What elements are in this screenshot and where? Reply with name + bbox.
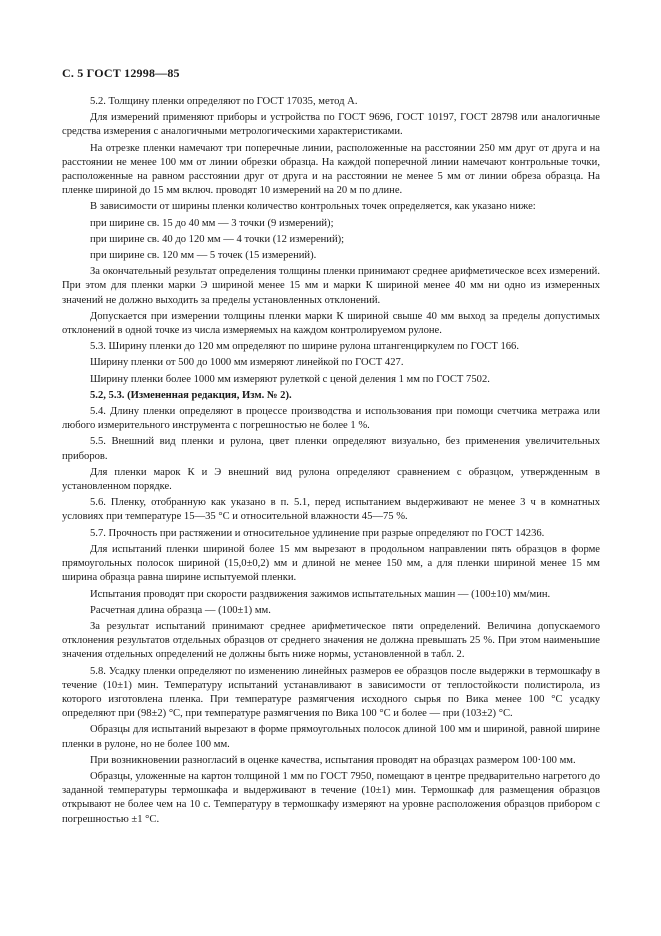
paragraph: 5.5. Внешний вид пленки и рулона, цвет пленки определяют визуально, без применения увеличительных приборов. [62,436,600,462]
paragraph: Для испытаний пленки шириной более 15 мм вырезают в продольном направлении пять образцов в форме прямоугольных полосок шириной (15,0±0,2) мм и длиной не менее 150 мм, а для пленки шириной менее 15 мм ширина образца равна ширине испытуемой пленки. [62,543,600,584]
paragraph: Ширину пленки от 500 до 1000 мм измеряют линейкой по ГОСТ 427. [90,357,404,369]
paragraph: Образцы, уложенные на картон толщиной 1 мм по ГОСТ 7950, помещают в центре предварительно нагретого до заданной температуры термошкафа и выдерживают в течение (10±1) мин. Термошкаф для размещения образцов открывают не более чем на 10 с. Температуру в термошкафу измеряют на уровне расположения образцов прибором с погрешностью ±1 °С. [62,770,600,825]
paragraph: 5.2. Толщину пленки определяют по ГОСТ 17035, метод А. [90,96,358,107]
paragraph: Для измерений применяют приборы и устройства по ГОСТ 9696, ГОСТ 10197, ГОСТ 28798 или аналогичные средства измерения с аналогичными метрологическими характеристиками. [62,112,600,138]
list-item: при ширине св. 120 мм — 5 точек (15 измерений). [90,250,317,262]
paragraph: 5.7. Прочность при растяжении и относительное удлинение при разрые определяют по ГОСТ 14236. [90,527,545,539]
amendment-note: 5.2, 5.3. (Измененная редакция, Изм. № 2). [90,389,292,401]
paragraph: Испытания проводят при скорости раздвижения зажимов испытательных машин — (100±10) мм/мин. [90,588,551,600]
page-header: С. 5 ГОСТ 12998—85 [62,66,180,80]
list-item: при ширине св. 15 до 40 мм — 3 точки (9 измерений); [90,217,334,229]
paragraph: Образцы для испытаний вырезают в форме прямоугольных полосок длиной 100 мм и шириной, равной ширине пленки в рулоне, но не более 100 мм. [62,724,600,750]
paragraph: На отрезке пленки намечают три поперечные линии, расположенные на расстоянии 250 мм друг от друга и на расстоянии не менее 100 мм от линии обрезки образца. На каждой поперечной линии намечают контрольные точки, расположенные на равном расстоянии друг от друга и на расстоянии не менее 5 мм от линии обреза образца. На пленке шириной до 15 мм включ. проводят 10 измерений на 20 м по длине. [62,142,600,197]
paragraph: За результат испытаний принимают среднее арифметическое пяти определений. Величина допускаемого отклонения результатов отдельных образцов от среднего значения не должна превышать 25 %. При этом наименьшие значения отдельных определений не должны быть ниже нормы, установленной в табл. 2. [62,620,600,661]
paragraph: 5.4. Длину пленки определяют в процессе производства и использования при помощи счетчика метража или любого измерительного инструмента с погрешностью не более 1 %. [62,406,600,432]
document-body [62,95,600,829]
paragraph: В зависимости от ширины пленки количество контрольных точек определяется, как указано ниже: [90,201,536,213]
paragraph: 5.3. Ширину пленки до 120 мм определяют по ширине рулона штангенциркулем по ГОСТ 166. [90,341,519,353]
list-item: при ширине св. 40 до 120 мм — 4 точки (12 измерений); [90,233,345,245]
paragraph: Ширину пленки более 1000 мм измеряют рулеткой с ценой деления 1 мм по ГОСТ 7502. [90,373,490,385]
paragraph: Для пленки марок К и Э внешний вид рулона определяют сравнением с образцом, утвержденным в установленном порядке. [62,466,600,493]
paragraph: 5.6. Пленку, отобранную как указано в п. 5.1, перед испытанием выдерживают не менее 3 ч в комнатных условиях при температуре 15—35 °С и относительной влажности 45—75 %. [62,497,600,523]
paragraph: 5.8. Усадку пленки определяют по изменению линейных размеров ее образцов после выдержки в термошкафу в течение (10±1) мин. Температуру испытаний устанавливают в зависимости от теплостойкости полистирола, из которого изготовлена пленка. При температуре размягчения исходного сырья по Вика менее 100 °С усадку определяют при (98±2) °С, при температуре размягчения по Вика 100 °С и более — при (103±2) °С. [62,665,600,720]
paragraph: Расчетная длина образца — (100±1) мм. [90,604,271,616]
paragraph: При возникновении разногласий в оценке качества, испытания проводят на образцах размером 100·100 мм. [90,754,576,766]
paragraph: За окончательный результат определения толщины пленки принимают среднее арифметическое всех измерений. При этом для пленки марки Э шириной менее 15 мм и марки К шириной менее 40 мм ни одно из измеренных значений не должно выходить за пределы установленных отклонений. [62,266,600,306]
paragraph: Допускается при измерении толщины пленки марки К шириной свыше 40 мм выход за пределы допустимых отклонений в одной точке из числа измеряемых на каждом контролируемом рулоне. [62,310,600,337]
